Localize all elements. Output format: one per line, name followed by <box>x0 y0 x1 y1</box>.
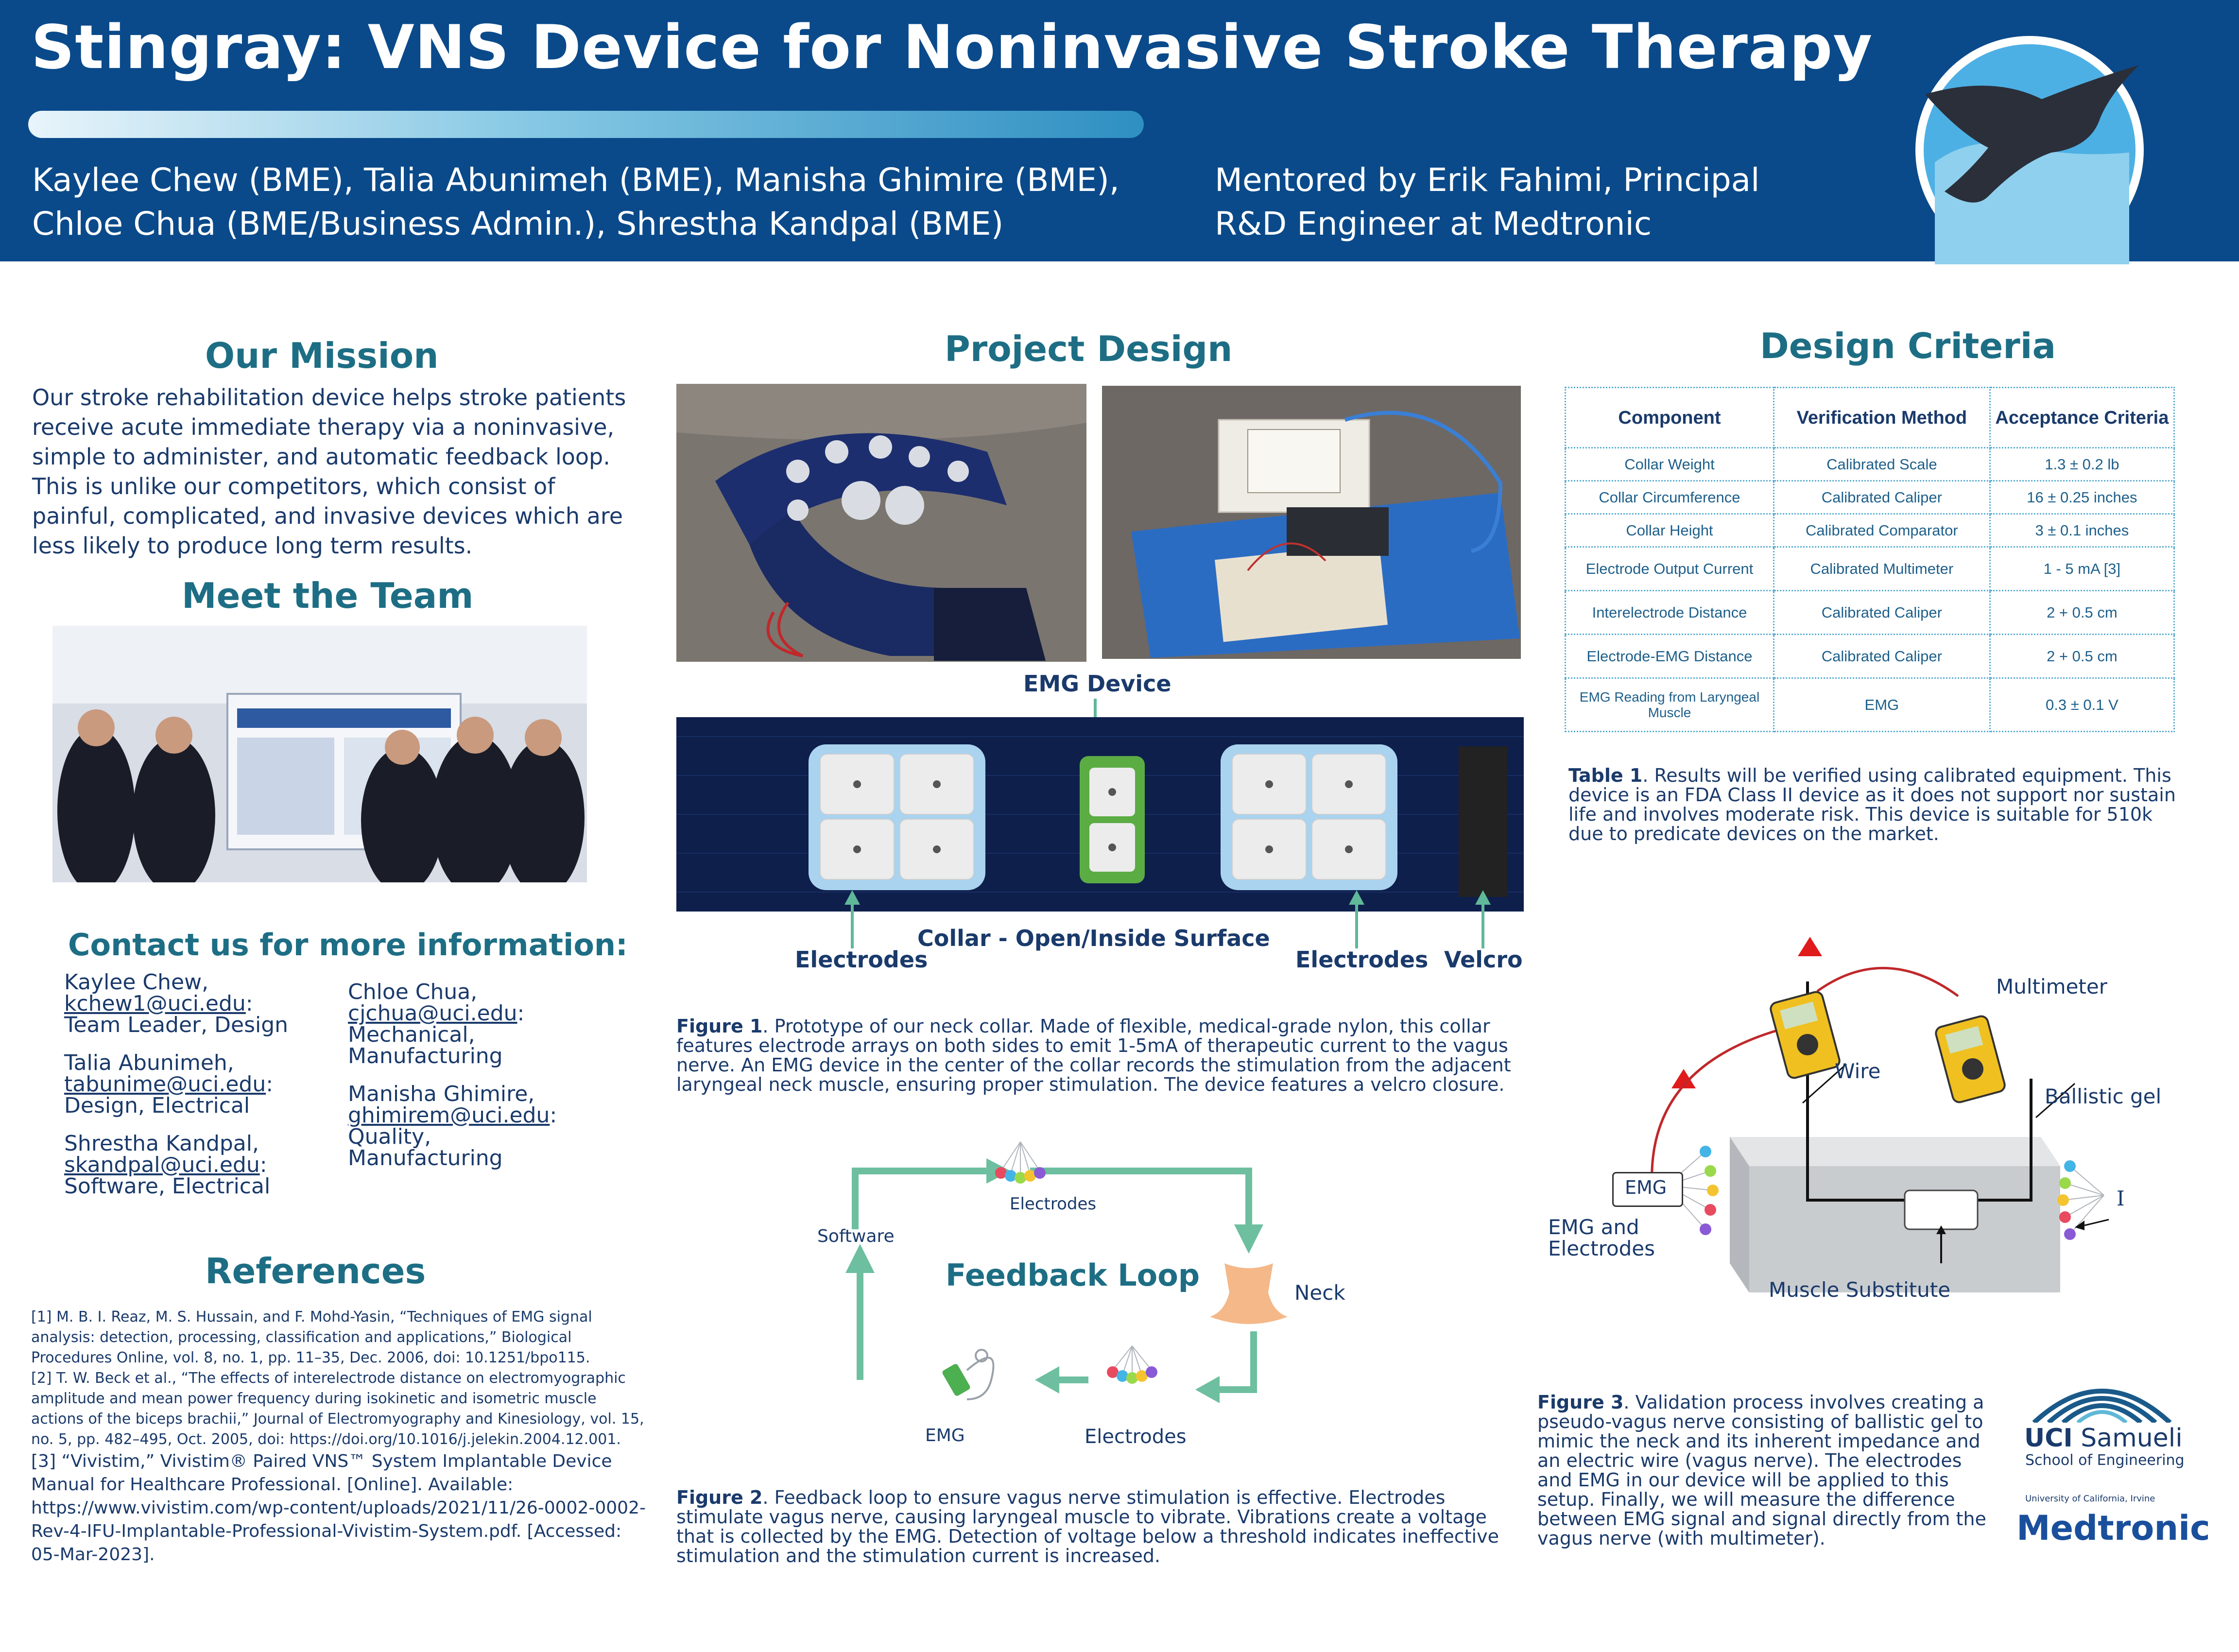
university-text: University of California, Irvine <box>2025 1494 2155 1504</box>
uci-arches-icon <box>2024 1369 2180 1423</box>
table-cell: 2 + 0.5 cm <box>1990 635 2174 678</box>
poster-title: Stingray: VNS Device for Noninvasive Stroke Therapy <box>31 13 1873 83</box>
contact-talia <box>64 1052 273 1117</box>
authors-line-1: Kaylee Chew (BME), Talia Abunimeh (BME), Manisha Ghimire (BME), <box>32 161 1120 199</box>
fl-software-label: Software <box>817 1226 895 1246</box>
table-cell: Calibrated Comparator <box>1774 514 1990 547</box>
table-cell: Calibrated Multimeter <box>1774 547 1990 591</box>
contact-role: Software, Electrical <box>64 1174 271 1199</box>
table-cell: 16 ± 0.25 inches <box>1990 481 2174 514</box>
poster-header <box>0 0 2239 261</box>
table-cell: Electrode-EMG Distance <box>1566 635 1774 678</box>
email-link[interactable]: cjchua@uci.edu <box>348 1001 517 1026</box>
contact-sep: : <box>259 1153 267 1177</box>
table-row <box>1566 591 2174 635</box>
table-row <box>1566 678 2174 732</box>
collar-surface-label: Collar - Open/Inside Surface <box>917 925 1270 951</box>
table-1-caption <box>1568 766 2181 843</box>
authors-line-2: Chloe Chua (BME/Business Admin.), Shrestha Kandpal (BME) <box>32 205 1004 242</box>
table-row <box>1566 635 2174 678</box>
figure-1-caption <box>676 1016 1522 1094</box>
contact-kaylee <box>64 972 288 1036</box>
emg-device-label: EMG Device <box>1023 671 1171 697</box>
uci-samueli-text <box>2024 1424 2183 1453</box>
fl-electrodes-bottom-label: Electrodes <box>1085 1426 1187 1448</box>
mentor-line-1: Mentored by Erik Fahimi, Principal <box>1215 161 1760 199</box>
contact-role: Team Leader, Design <box>64 1013 289 1037</box>
contact-role: Design, Electrical <box>64 1093 250 1118</box>
contact-name: Manisha Ghimire, <box>348 1082 535 1106</box>
uci-samueli-logo <box>2024 1369 2189 1476</box>
contact-sep: : <box>550 1103 557 1128</box>
neck-icon <box>1210 1263 1288 1324</box>
collar-photo <box>676 384 1086 662</box>
figure-3-caption <box>1537 1393 1994 1548</box>
contact-name: Kaylee Chew, <box>64 970 209 995</box>
mentor <box>1215 158 1759 246</box>
feedback-loop-title: Feedback Loop <box>946 1257 1200 1293</box>
figure-2-caption <box>676 1488 1512 1566</box>
emg-electrodes-label <box>1548 1217 1655 1259</box>
contact-sep: : <box>245 991 253 1016</box>
reference-3: [3] “Vivistim,” Vivistim® Paired VNS™ System Implantable Device Manual for Healthcare Professional. [Online]. Available: https://www.vivistim.com/wp-content/uploads/2021/11/26-0002-0002-Rev-4-IFU-Implantable-Professional-Vivistim-System.pdf. [Accessed: 05-Mar-2023]. <box>31 1451 646 1565</box>
figure-3-text: . Validation process involves creating a pseudo-vagus nerve consisting of ballistic gel to mimic the neck and its inherent impedance and an electric wire (vagus nerve). The electrodes and EMG in our device will be applied to this setup. Finally, we will measure the difference between EMG signal and signal directly from the vagus nerve (with multimeter). <box>1537 1392 1986 1549</box>
contact-role: Mechanical, <box>348 1022 475 1047</box>
emg-box-label: EMG <box>1625 1177 1667 1198</box>
reference-1: [1] M. B. I. Reaz, M. S. Hussain, and F. Mohd-Yasin, “Techniques of EMG signal analysis: detection, processing, classification and applications,” Biological Procedures Online, vol. 8, no. 1, pp. 11–35, Dec. 2006, doi: 10.1251/bpo115. <box>31 1308 592 1366</box>
table-cell: EMG Reading from Laryngeal Muscle <box>1566 678 1774 732</box>
table-cell: 3 ± 0.1 inches <box>1990 514 2174 547</box>
fl-neck-label: Neck <box>1294 1281 1345 1305</box>
contact-name: Talia Abunimeh, <box>64 1050 234 1075</box>
velcro-arrow-icon <box>1473 890 1493 948</box>
contact-role-2: Manufacturing <box>348 1044 503 1068</box>
left-electrodes-label: Electrodes <box>795 946 928 973</box>
table-header-row <box>1566 388 2174 448</box>
table-header-cell: Verification Method <box>1774 388 1990 448</box>
contact-role: Quality, <box>348 1124 431 1149</box>
team-photo <box>52 626 587 882</box>
ballistic-gel-label: Ballistic gel <box>2045 1084 2162 1108</box>
figure-3-label: Figure 3 <box>1537 1392 1624 1413</box>
contact-chloe <box>348 981 524 1067</box>
multimeter-icon <box>1934 1015 2006 1103</box>
school-text: School of Engineering <box>2025 1452 2185 1469</box>
right-electrodes-arrow-icon <box>1347 890 1366 948</box>
design-criteria-table <box>1565 387 2175 732</box>
table-header-cell: Component <box>1566 388 1774 448</box>
mission-text: Our stroke rehabilitation device helps stroke patients receive acute immediate therapy via a noninvasive, simple to administer, and automatic feedback loop. This is unlike our competitors, which consist of painful, complicated, and invasive devices which are less likely to produce long term results. <box>32 384 626 559</box>
uci-text: UCI <box>2024 1424 2073 1453</box>
emg-icon <box>941 1350 993 1399</box>
table-row <box>1566 448 2174 481</box>
table-cell: 0.3 ± 0.1 V <box>1990 678 2174 732</box>
electrodes-bottom-icon <box>1107 1346 1157 1384</box>
table-row <box>1566 514 2174 547</box>
collar-diagram <box>676 717 1524 912</box>
contact-sep: : <box>517 1001 525 1026</box>
table-row <box>1566 481 2174 514</box>
table-cell: Electrode Output Current <box>1566 547 1774 591</box>
table-cell: 1.3 ± 0.2 lb <box>1990 448 2174 481</box>
team-heading: Meet the Team <box>182 575 474 616</box>
table-cell: Calibrated Caliper <box>1774 591 1990 635</box>
prototype-photo-image <box>1102 386 1521 659</box>
contact-role-2: Manufacturing <box>348 1146 503 1170</box>
figure-1-text: . Prototype of our neck collar. Made of flexible, medical-grade nylon, this collar features electrode arrays on both sides to emit 1-5mA of therapeutic current to the vagus nerve. An EMG device in the center of the collar records the stimulation from the adjacent laryngeal neck muscle, ensuring proper stimulation. The device features a velcro closure. <box>676 1015 1511 1095</box>
muscle-substitute-block <box>1730 1137 2060 1292</box>
medtronic-logo: Medtronic <box>2016 1508 2210 1548</box>
table-cell: Collar Weight <box>1566 448 1774 481</box>
warning-triangle-icon <box>1798 937 1822 956</box>
reference-2: [2] T. W. Beck et al., “The effects of interelectrode distance on electromyographic amplitude and mean power frequency during isokinetic and isometric muscle actions of the biceps brachii,” Journal of Electromyography and Kinesiology, vol. 15, no. 5, pp. 482–495, Oct. 2005, doi: https://doi.org/10.1016/j.jelekin.2004.12.001. <box>31 1370 644 1448</box>
references-list <box>31 1307 653 1566</box>
references-heading: References <box>205 1251 426 1291</box>
multimeter-label: Multimeter <box>1996 975 2107 998</box>
project-design-heading: Project Design <box>945 328 1233 369</box>
email-link[interactable]: skandpal@uci.edu <box>64 1153 260 1177</box>
prototype-photo <box>1102 386 1521 659</box>
table-row <box>1566 547 2174 591</box>
mission-heading: Our Mission <box>205 335 439 376</box>
contact-manisha <box>348 1084 557 1169</box>
muscle-substitute-label: Muscle Substitute <box>1769 1278 1951 1302</box>
emg-electrodes-line-2: Electrodes <box>1548 1237 1655 1260</box>
figure-1-label: Figure 1 <box>676 1015 763 1037</box>
table-header-cell: Acceptance Criteria <box>1990 388 2174 448</box>
mentor-line-2: R&D Engineer at Medtronic <box>1215 205 1652 242</box>
table-cell: Interelectrode Distance <box>1566 591 1774 635</box>
email-link[interactable]: ghimirem@uci.edu <box>348 1103 550 1128</box>
table-cell: Calibrated Scale <box>1774 448 1990 481</box>
samueli-text: Samueli <box>2081 1424 2183 1453</box>
table-cell: 2 + 0.5 cm <box>1990 591 2174 635</box>
emg-electrodes-line-1: EMG and <box>1548 1215 1639 1239</box>
contact-name: Chloe Chua, <box>348 980 478 1004</box>
team-photo-image <box>52 626 587 882</box>
figure-2-text: . Feedback loop to ensure vagus nerve stimulation is effective. Electrodes stimulate vagus nerve, causing laryngeal muscle to vibrate. Vibrations create a voltage that is collected by the EMG. Detection of voltage below a threshold indicates ineffective stimulation and the stimulation current is increased. <box>676 1487 1499 1566</box>
fl-electrodes-top-label: Electrodes <box>1010 1194 1097 1214</box>
email-link[interactable]: kchew1@uci.edu <box>64 991 246 1016</box>
current-label: I <box>2117 1187 2125 1210</box>
right-electrodes-label: Electrodes <box>1295 946 1429 973</box>
velcro-label: Velcro <box>1444 946 1523 973</box>
table-1-text: . Results will be verified using calibrated equipment. This device is an FDA Class II device as it does not support nor sustain life and involves moderate risk. This device is suitable for 510k due to predicate devices on the market. <box>1568 765 2176 844</box>
collar-diagram-image <box>676 717 1524 912</box>
table-cell: Calibrated Caliper <box>1774 481 1990 514</box>
electrodes-top-icon <box>995 1142 1046 1184</box>
left-electrodes-arrow-icon <box>843 890 862 948</box>
collar-photo-image <box>676 384 1086 662</box>
wire-label: Wire <box>1835 1059 1881 1083</box>
stingray-icon <box>1915 36 2144 264</box>
contact-shrestha <box>64 1133 270 1197</box>
multimeter-icon <box>1769 990 1841 1079</box>
table-1-label: Table 1 <box>1568 765 1643 786</box>
table-cell: Collar Circumference <box>1566 481 1774 514</box>
figure-2-label: Figure 2 <box>676 1487 763 1508</box>
table-cell: 1 - 5 mA [3] <box>1990 547 2174 591</box>
contact-sep: : <box>266 1072 274 1097</box>
table-cell: Calibrated Caliper <box>1774 635 1990 678</box>
stingray-logo <box>1915 36 2144 264</box>
contact-heading: Contact us for more information: <box>68 927 628 963</box>
table-cell: Collar Height <box>1566 514 1774 547</box>
design-criteria-heading: Design Criteria <box>1760 326 2056 366</box>
fl-emg-label: EMG <box>925 1426 965 1446</box>
title-underline-bar <box>28 111 1144 138</box>
contact-name: Shrestha Kandpal, <box>64 1131 259 1156</box>
authors <box>32 158 1120 246</box>
table-cell: EMG <box>1774 678 1990 732</box>
email-link[interactable]: tabunime@uci.edu <box>64 1072 266 1097</box>
